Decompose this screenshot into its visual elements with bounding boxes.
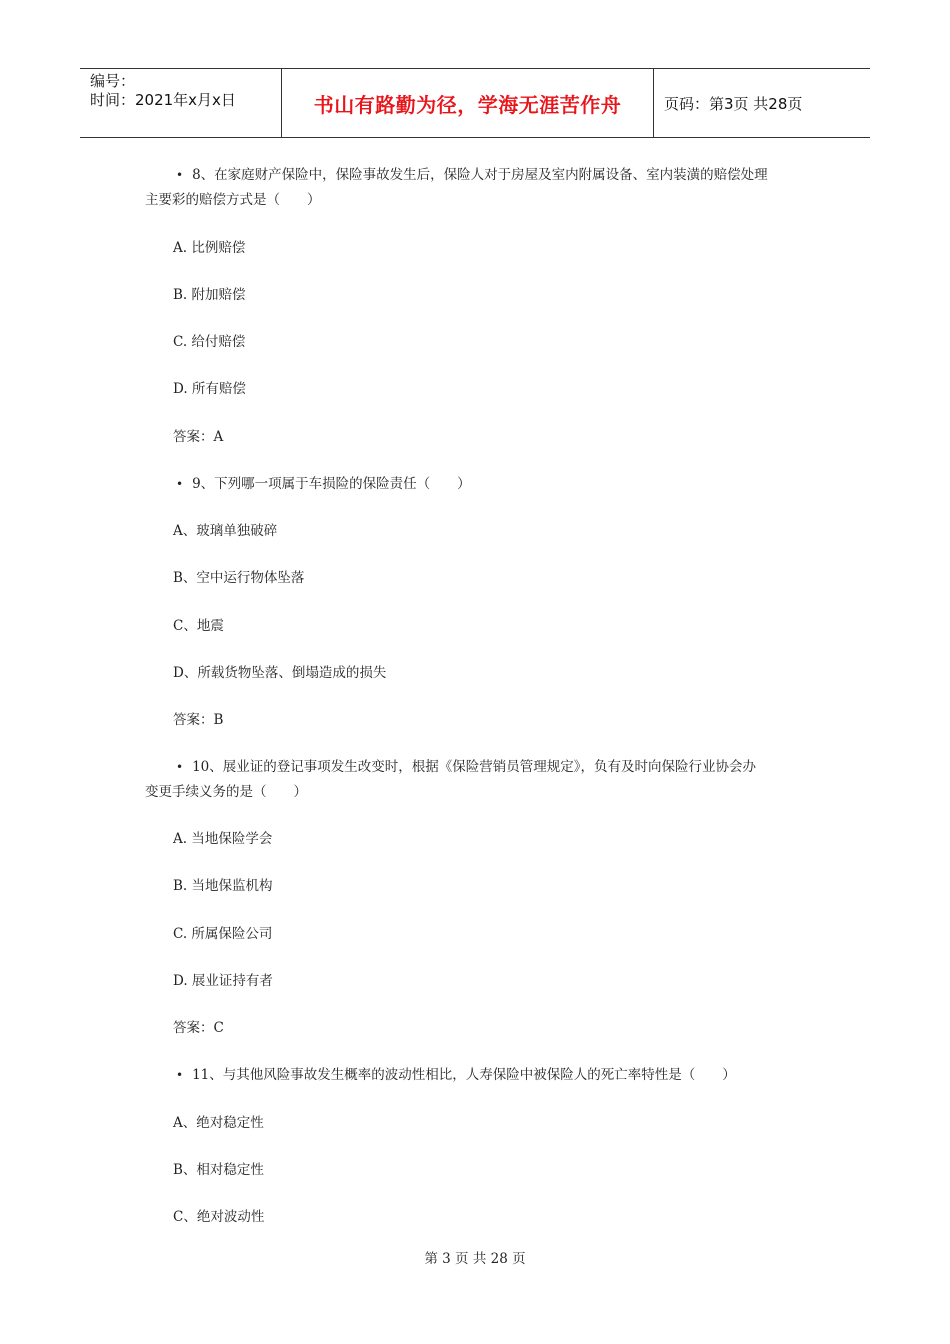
question-8-continued: 主要彩的赔偿方式是（ ）	[145, 192, 321, 208]
header-motto-cell	[282, 69, 654, 137]
option: A、玻璃单独破碎	[173, 523, 278, 539]
bullet-icon: •	[176, 1068, 184, 1082]
question-9: • 9、下列哪一项属于车损险的保险责任（ ）	[176, 476, 471, 492]
page-footer	[0, 1247, 950, 1267]
question-8: • 8、在家庭财产保险中，保险事故发生后，保险人对于房屋及室内附属设备、室内装潢的赔偿处理	[176, 167, 768, 183]
document-date: 时间：2021年x月x日	[90, 91, 236, 109]
question-10-continued: 变更手续义务的是（ ）	[145, 784, 307, 800]
option: D、所载货物坠落、倒塌造成的损失	[173, 665, 387, 681]
answer: 答案：C	[173, 1020, 224, 1036]
footer-page-number: 第 3 页 共 28 页	[424, 1251, 526, 1267]
document-number: 编号：	[90, 72, 136, 90]
option: C. 给付赔偿	[173, 334, 246, 350]
option: D. 展业证持有者	[173, 973, 273, 989]
option: D. 所有赔偿	[173, 381, 246, 397]
option: A、绝对稳定性	[173, 1115, 264, 1131]
header-meta	[80, 69, 282, 137]
option: B. 附加赔偿	[173, 287, 246, 303]
answer: 答案：A	[173, 429, 224, 445]
header-motto: 书山有路勤为径，学海无涯苦作舟	[313, 92, 622, 117]
bullet-icon: •	[176, 477, 184, 491]
question-10: • 10、展业证的登记事项发生改变时，根据《保险营销员管理规定》，负有及时向保险行业协会办	[176, 759, 757, 775]
header-page-cell	[654, 69, 870, 137]
option: A. 当地保险学会	[173, 831, 273, 847]
option: B. 当地保监机构	[173, 878, 273, 894]
bullet-icon: •	[176, 760, 184, 774]
header-page-number: 页码：第3页 共28页	[664, 94, 803, 113]
option: C、地震	[173, 618, 224, 634]
bullet-icon: •	[176, 168, 184, 182]
option: A. 比例赔偿	[173, 240, 246, 256]
option: B、空中运行物体坠落	[173, 570, 305, 586]
answer: 答案：B	[173, 712, 224, 728]
question-11: • 11、与其他风险事故发生概率的波动性相比，人寿保险中被保险人的死亡率特性是（ ）	[176, 1067, 736, 1083]
option: B、相对稳定性	[173, 1162, 264, 1178]
option: C、绝对波动性	[173, 1209, 265, 1225]
option: C. 所属保险公司	[173, 926, 273, 942]
page-header	[80, 68, 870, 138]
